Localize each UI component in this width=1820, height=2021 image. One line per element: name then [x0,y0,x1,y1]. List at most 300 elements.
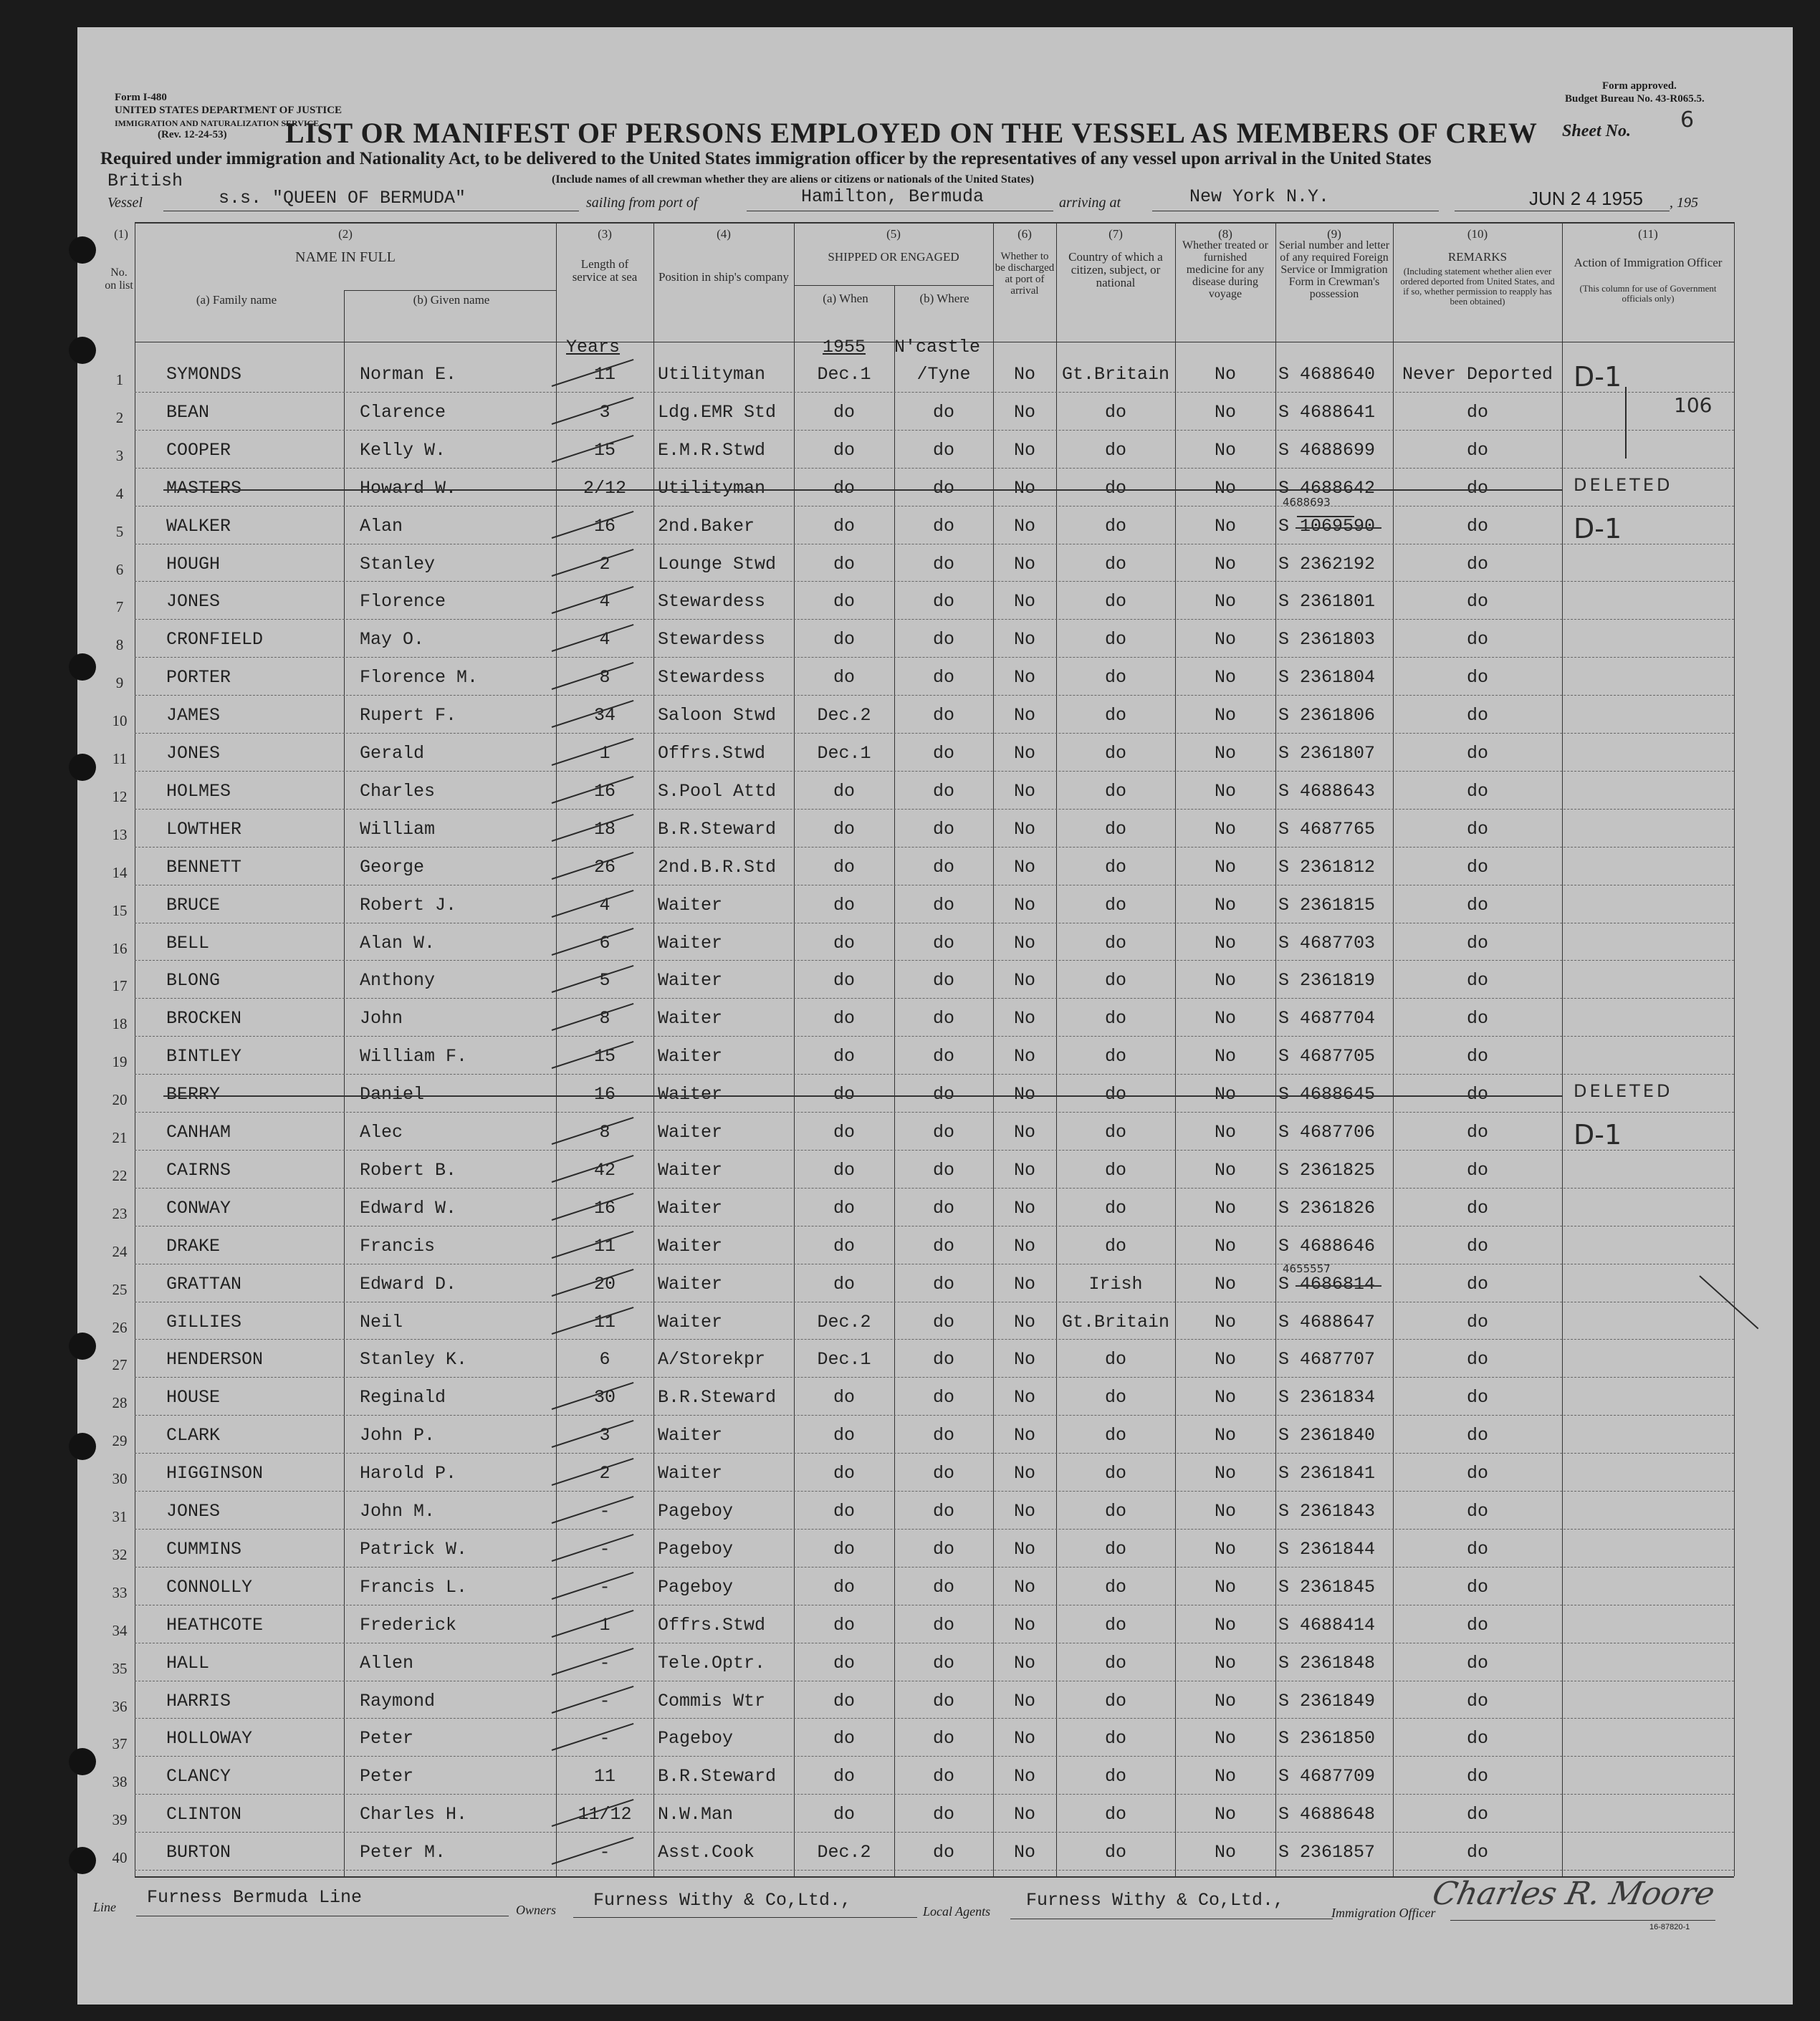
medicine-cell: No [1214,1425,1236,1446]
family-name-cell: JONES [166,743,221,764]
country-cell: do [1104,970,1126,992]
remarks-cell: do [1466,1046,1488,1067]
discharge-cell: No [1013,401,1035,423]
sheet-number: 6 [1680,107,1695,133]
col11-subheader: (This column for use of Government officials only) [1579,283,1717,304]
position-cell: B.R.Steward [658,818,777,840]
row-number: 29 [112,1432,128,1450]
shipped-when-cell: do [833,1804,855,1825]
shipped-when-cell: Dec.1 [817,364,871,385]
given-name-cell: Alec [360,1122,403,1143]
row-rule [135,1794,1734,1795]
owners-label: Owners [516,1903,557,1917]
service-length-cell: 4 [599,591,610,613]
serial-cell: S 2361845 [1278,1576,1376,1598]
given-name-cell: Kelly W. [360,439,446,461]
position-cell: Offrs.Stwd [658,743,766,764]
service-length-cell: 8 [599,1122,610,1143]
remarks-cell: do [1466,1842,1488,1863]
medicine-cell: No [1214,1614,1236,1636]
given-name-cell: Alan W. [360,932,436,954]
binder-hole [69,653,96,681]
position-cell: Waiter [658,1235,723,1257]
country-cell: do [1104,1235,1126,1257]
discharge-cell: No [1013,1008,1035,1029]
remarks-cell: do [1466,1273,1488,1295]
arrival-date-stamp: JUN 2 4 1955 [1529,188,1643,209]
officer-action-mark: 106 [1674,393,1713,417]
remarks-cell: do [1466,1008,1488,1029]
country-cell: do [1104,1614,1126,1636]
position-cell: 2nd.Baker [658,515,755,537]
country-cell: Gt.Britain [1061,364,1170,385]
serial-cell: S 4688646 [1278,1235,1376,1257]
row-number: 7 [115,598,124,616]
shipped-where-cell: do [932,667,954,688]
country-cell: do [1104,1538,1126,1560]
row-rule [135,1150,1734,1151]
medicine-cell: No [1214,1728,1236,1749]
shipped-when-cell: Dec.1 [817,1349,871,1370]
deleted-strike-line [163,1095,1562,1097]
family-name-cell: CRONFIELD [166,629,264,651]
serial-cell: S 2361840 [1278,1425,1376,1446]
row-rule [135,1453,1734,1454]
discharge-cell: No [1013,1197,1035,1219]
family-name-cell: GRATTAN [166,1273,242,1295]
remarks-cell: do [1466,780,1488,802]
given-name-cell: John [360,1008,403,1029]
position-cell: Waiter [658,1008,723,1029]
family-name-cell: LOWTHER [166,818,242,840]
medicine-cell: No [1214,629,1236,651]
shipped-when-cell: Dec.2 [817,1311,871,1333]
shipped-where-cell: do [932,629,954,651]
serial-cell: S 4688642 [1278,477,1376,499]
medicine-cell: No [1214,894,1236,916]
given-name-cell: Robert B. [360,1159,457,1181]
position-cell: Waiter [658,970,723,992]
service-length-cell: 11 [593,1766,616,1787]
row-rule [135,430,1734,431]
shipped-where-cell: do [932,1008,954,1029]
shipped-where-cell: do [932,1804,954,1825]
medicine-cell: No [1214,1766,1236,1787]
given-name-cell: Charles [360,780,436,802]
discharge-cell: No [1013,743,1035,764]
binder-hole [69,1748,96,1775]
medicine-cell: No [1214,856,1236,878]
service-length-cell: 1 [599,743,610,764]
family-name-cell: BELL [166,932,210,954]
remarks-cell: do [1466,553,1488,575]
shipped-where-cell: do [932,1728,954,1749]
row-rule [135,1491,1734,1492]
vessel-label: Vessel [107,195,143,211]
remarks-cell: do [1466,401,1488,423]
country-cell: do [1104,401,1126,423]
given-name-cell: Howard W. [360,477,457,499]
shipped-when-cell: do [833,1501,855,1522]
remarks-cell: do [1466,1084,1488,1105]
serial-strike-line [1295,527,1381,529]
row-number: 38 [112,1773,128,1791]
service-length-cell: 5 [599,970,610,992]
vessel-name: s.s. "QUEEN OF BERMUDA" [219,188,466,208]
row-rule [135,1415,1734,1416]
officer-label: Immigration Officer [1331,1906,1436,1920]
serial-cell: S 4687703 [1278,932,1376,954]
family-name-cell: JAMES [166,705,221,726]
row-number: 8 [115,636,124,654]
row-rule [135,1112,1734,1113]
family-name-cell: CONWAY [166,1197,231,1219]
row-number: 32 [112,1545,128,1563]
position-cell: Saloon Stwd [658,705,777,726]
row-rule [135,1870,1734,1871]
remarks-cell: do [1466,856,1488,878]
col9-header: Serial number and letter of any required Foreign Service or Immigration Form in Crewman's possession [1278,239,1390,300]
country-cell: do [1104,1084,1126,1105]
shipped-where-cell: do [932,780,954,802]
row-number: 2 [115,408,124,426]
row-rule [135,1074,1734,1075]
service-line: IMMIGRATION AND NATURALIZATION SERVICE [115,118,320,128]
country-cell: Gt.Britain [1061,1311,1170,1333]
sailing-label: sailing from port of [586,195,698,211]
medicine-cell: No [1214,1538,1236,1560]
remarks-cell: do [1466,1728,1488,1749]
deleted-strike-line [163,489,1562,491]
row-number: 1 [115,371,124,388]
row-rule [135,1377,1734,1378]
agents-label: Local Agents [923,1904,991,1919]
serial-cell: S 4688699 [1278,439,1376,461]
family-name-cell: BINTLEY [166,1046,242,1067]
country-cell: do [1104,1576,1126,1598]
discharge-cell: No [1013,705,1035,726]
row-number: 10 [112,712,128,730]
discharge-cell: No [1013,1842,1035,1863]
col10-header: REMARKS [1447,250,1508,264]
medicine-cell: No [1214,553,1236,575]
medicine-cell: No [1214,1008,1236,1029]
family-name-cell: GILLIES [166,1311,242,1333]
row-number: 34 [112,1621,128,1639]
position-cell: B.R.Steward [658,1766,777,1787]
given-name-cell: Daniel [360,1084,425,1105]
shipped-where-cell: do [932,1576,954,1598]
shipped-when-cell: do [833,667,855,688]
shipped-when-cell: do [833,401,855,423]
shipped-where-cell: do [932,1197,954,1219]
family-name-cell: PORTER [166,667,231,688]
row-rule [135,657,1734,658]
remarks-cell: do [1466,1122,1488,1143]
remarks-cell: do [1466,439,1488,461]
col5b-header: (b) Where [919,292,969,305]
country-cell: do [1104,743,1126,764]
serial-cell: S 4686814 [1278,1273,1376,1295]
discharge-cell: No [1013,667,1035,688]
service-length-cell: 11/12 [578,1804,632,1825]
medicine-cell: No [1214,401,1236,423]
row-number: 16 [112,939,128,957]
row-number: 18 [112,1015,128,1033]
country-cell: do [1104,932,1126,954]
position-cell: Asst.Cook [658,1842,755,1863]
shipped-when-cell: do [833,1425,855,1446]
country-cell: do [1104,1349,1126,1370]
col11-number: (11) [1638,227,1658,241]
given-name-cell: Edward D. [360,1273,457,1295]
family-name-cell: HENDERSON [166,1349,264,1370]
col10-subheader: (Including statement whether alien ever ordered deported from United States, and if so, whether permission to reapply has been obtained) [1400,266,1555,307]
discharge-cell: No [1013,970,1035,992]
row-number: 39 [112,1811,128,1829]
medicine-cell: No [1214,439,1236,461]
row-rule [135,771,1734,772]
row-rule [135,1718,1734,1719]
medicine-cell: No [1214,932,1236,954]
row-number: 19 [112,1053,128,1071]
position-cell: Pageboy [658,1728,734,1749]
shipped-when-cell: Dec.2 [817,705,871,726]
position-cell: A/Storekpr [658,1349,766,1370]
discharge-cell: No [1013,1690,1035,1712]
serial-cell: S 4688641 [1278,401,1376,423]
shipped-when-cell: do [833,932,855,954]
shipped-when-cell: do [833,1652,855,1674]
position-cell: Waiter [658,1084,723,1105]
given-name-cell: Allen [360,1652,414,1674]
shipped-when-cell: do [833,1614,855,1636]
shipped-when-cell: do [833,1235,855,1257]
remarks-cell: do [1466,1311,1488,1333]
row-number: 13 [112,825,128,843]
discharge-cell: No [1013,1728,1035,1749]
given-name-cell: Anthony [360,970,436,992]
country-cell: do [1104,1425,1126,1446]
serial-cell: S 2361801 [1278,591,1376,613]
discharge-cell: No [1013,1122,1035,1143]
shipped-where-cell: do [932,932,954,954]
officer-action-mark: D-1 [1574,361,1622,393]
table-top-rule [135,222,1734,224]
shipped-when-cell: do [833,894,855,916]
given-name-cell: Francis [360,1235,436,1257]
family-name-cell: BLONG [166,970,221,992]
country-cell: do [1104,477,1126,499]
row-number: 21 [112,1129,128,1146]
col7-number: (7) [1108,227,1123,241]
family-name-cell: JONES [166,591,221,613]
discharge-cell: No [1013,1159,1035,1181]
remarks-cell: do [1466,1349,1488,1370]
shipped-where-cell: do [932,591,954,613]
remarks-cell: do [1466,932,1488,954]
discharge-cell: No [1013,856,1035,878]
shipped-where-cell: do [932,1538,954,1560]
given-name-cell: Stanley [360,553,436,575]
shipped-when-cell: do [833,970,855,992]
discharge-cell: No [1013,629,1035,651]
given-name-cell: May O. [360,629,425,651]
remarks-cell: do [1466,1235,1488,1257]
serial-cell: S 2361843 [1278,1501,1376,1522]
family-name-cell: HOLLOWAY [166,1728,253,1749]
col2-number: (2) [338,227,353,241]
col1-number: (1) [114,227,128,241]
serial-cell: S 4688648 [1278,1804,1376,1825]
shipped-where-cell: do [932,1425,954,1446]
remarks-cell: do [1466,477,1488,499]
serial-cell: S 4687707 [1278,1349,1376,1370]
position-cell: Pageboy [658,1501,734,1522]
country-cell: do [1104,1463,1126,1484]
remarks-cell: do [1466,1766,1488,1787]
discharge-cell: No [1013,1614,1035,1636]
service-length-cell: 16 [593,1084,616,1105]
country-cell: do [1104,1008,1126,1029]
serial-cell: S 4687765 [1278,818,1376,840]
col8-number: (8) [1218,227,1232,241]
line-value: Furness Bermuda Line [147,1887,363,1908]
discharge-cell: No [1013,1576,1035,1598]
shipped-where-cell: do [932,1084,954,1105]
medicine-cell: No [1214,477,1236,499]
shipped-where-cell: do [932,1122,954,1143]
medicine-cell: No [1214,1311,1236,1333]
row-number: 25 [112,1280,128,1298]
shipped-where-cell: do [932,1614,954,1636]
shipped-where-cell: do [932,1046,954,1067]
discharge-cell: No [1013,477,1035,499]
row-number: 11 [112,750,128,767]
officer-action-mark: DELETED [1574,1081,1673,1102]
given-name-cell: Stanley K. [360,1349,468,1370]
serial-cell: S 2361819 [1278,970,1376,992]
medicine-cell: No [1214,1122,1236,1143]
country-cell: do [1104,856,1126,878]
medicine-cell: No [1214,1349,1236,1370]
shipped-when-cell: Dec.1 [817,743,871,764]
binder-hole [69,754,96,781]
serial-cell: S 2361803 [1278,629,1376,651]
discharge-cell: No [1013,1273,1035,1295]
given-name-cell: John M. [360,1501,436,1522]
revision-line: (Rev. 12-24-53) [158,129,227,140]
agents-value: Furness Withy & Co,Ltd., [1026,1890,1285,1911]
sailing-port: Hamilton, Bermuda [801,186,985,207]
service-length-cell: 3 [599,1425,610,1446]
family-name-cell: MASTERS [166,477,242,499]
medicine-cell: No [1214,705,1236,726]
col10-number: (10) [1467,227,1488,241]
form-number: Form I-480 [115,92,167,103]
binder-hole [69,1333,96,1360]
medicine-cell: No [1214,1084,1236,1105]
country-cell: do [1104,780,1126,802]
family-name-cell: JONES [166,1501,221,1522]
shipped-where-cell: do [932,553,954,575]
service-length-cell: 15 [593,439,616,461]
serial-cell: S 2361826 [1278,1197,1376,1219]
remarks-cell: do [1466,1501,1488,1522]
given-name-cell: Florence M. [360,667,479,688]
given-name-cell: William F. [360,1046,468,1067]
remarks-cell: do [1466,1538,1488,1560]
service-length-cell: - [599,1576,610,1598]
family-name-cell: CANHAM [166,1122,231,1143]
shipped-where-cell: do [932,401,954,423]
remarks-cell: do [1466,743,1488,764]
medicine-cell: No [1214,1804,1236,1825]
given-name-cell: Harold P. [360,1463,457,1484]
discharge-cell: No [1013,818,1035,840]
country-cell: do [1104,1690,1126,1712]
row-number: 31 [112,1508,128,1525]
position-cell: Waiter [658,1425,723,1446]
shipped-where-cell: do [932,705,954,726]
service-length-cell: - [599,1538,610,1560]
shipped-where-cell: /Tyne [916,364,971,385]
row-rule [135,1756,1734,1757]
service-length-cell: 4 [599,894,610,916]
shipped-when-cell: Dec.2 [817,1842,871,1863]
col6-header: Whether to be discharged at port of arrival [995,251,1055,297]
given-name-cell: Alan [360,515,403,537]
remarks-cell: do [1466,1159,1488,1181]
country-cell: do [1104,1728,1126,1749]
discharge-cell: No [1013,553,1035,575]
line-label: Line [93,1900,117,1914]
vessel-nationality: British [107,171,183,191]
position-cell: Lounge Stwd [658,553,777,575]
row-number: 12 [112,787,128,805]
serial-cell: S 2361812 [1278,856,1376,878]
given-name-cell: Edward W. [360,1197,457,1219]
family-name-cell: DRAKE [166,1235,221,1257]
service-length-cell: 11 [593,1235,616,1257]
year-1955: 1955 [823,337,866,357]
remarks-cell: Never Deported [1402,364,1553,385]
row-number: 37 [112,1735,128,1753]
position-cell: Utilityman [658,364,766,385]
row-number: 5 [115,522,124,540]
col4-header: Position in ship's company [658,270,790,284]
service-length-cell: - [599,1652,610,1674]
serial-cell: S 2361804 [1278,667,1376,688]
row-number: 15 [112,901,128,919]
position-cell: B.R.Steward [658,1387,777,1408]
shipped-when-cell: do [833,1766,855,1787]
family-name-cell: BEAN [166,401,210,423]
row-rule [135,392,1734,393]
shipped-when-cell: do [833,477,855,499]
shipped-where-cell: do [932,1463,954,1484]
given-name-cell: Peter [360,1766,414,1787]
shipped-where-cell: do [932,818,954,840]
row-rule [135,619,1734,620]
col5a-header: (a) When [823,292,868,305]
shipped-when-cell: do [833,1690,855,1712]
family-name-cell: CLINTON [166,1804,242,1825]
medicine-cell: No [1214,1690,1236,1712]
shipped-when-cell: do [833,1008,855,1029]
include-note: (Include names of all crewman whether they are aliens or citizens or nationals of the United States) [552,173,1035,186]
given-name-cell: William [360,818,436,840]
